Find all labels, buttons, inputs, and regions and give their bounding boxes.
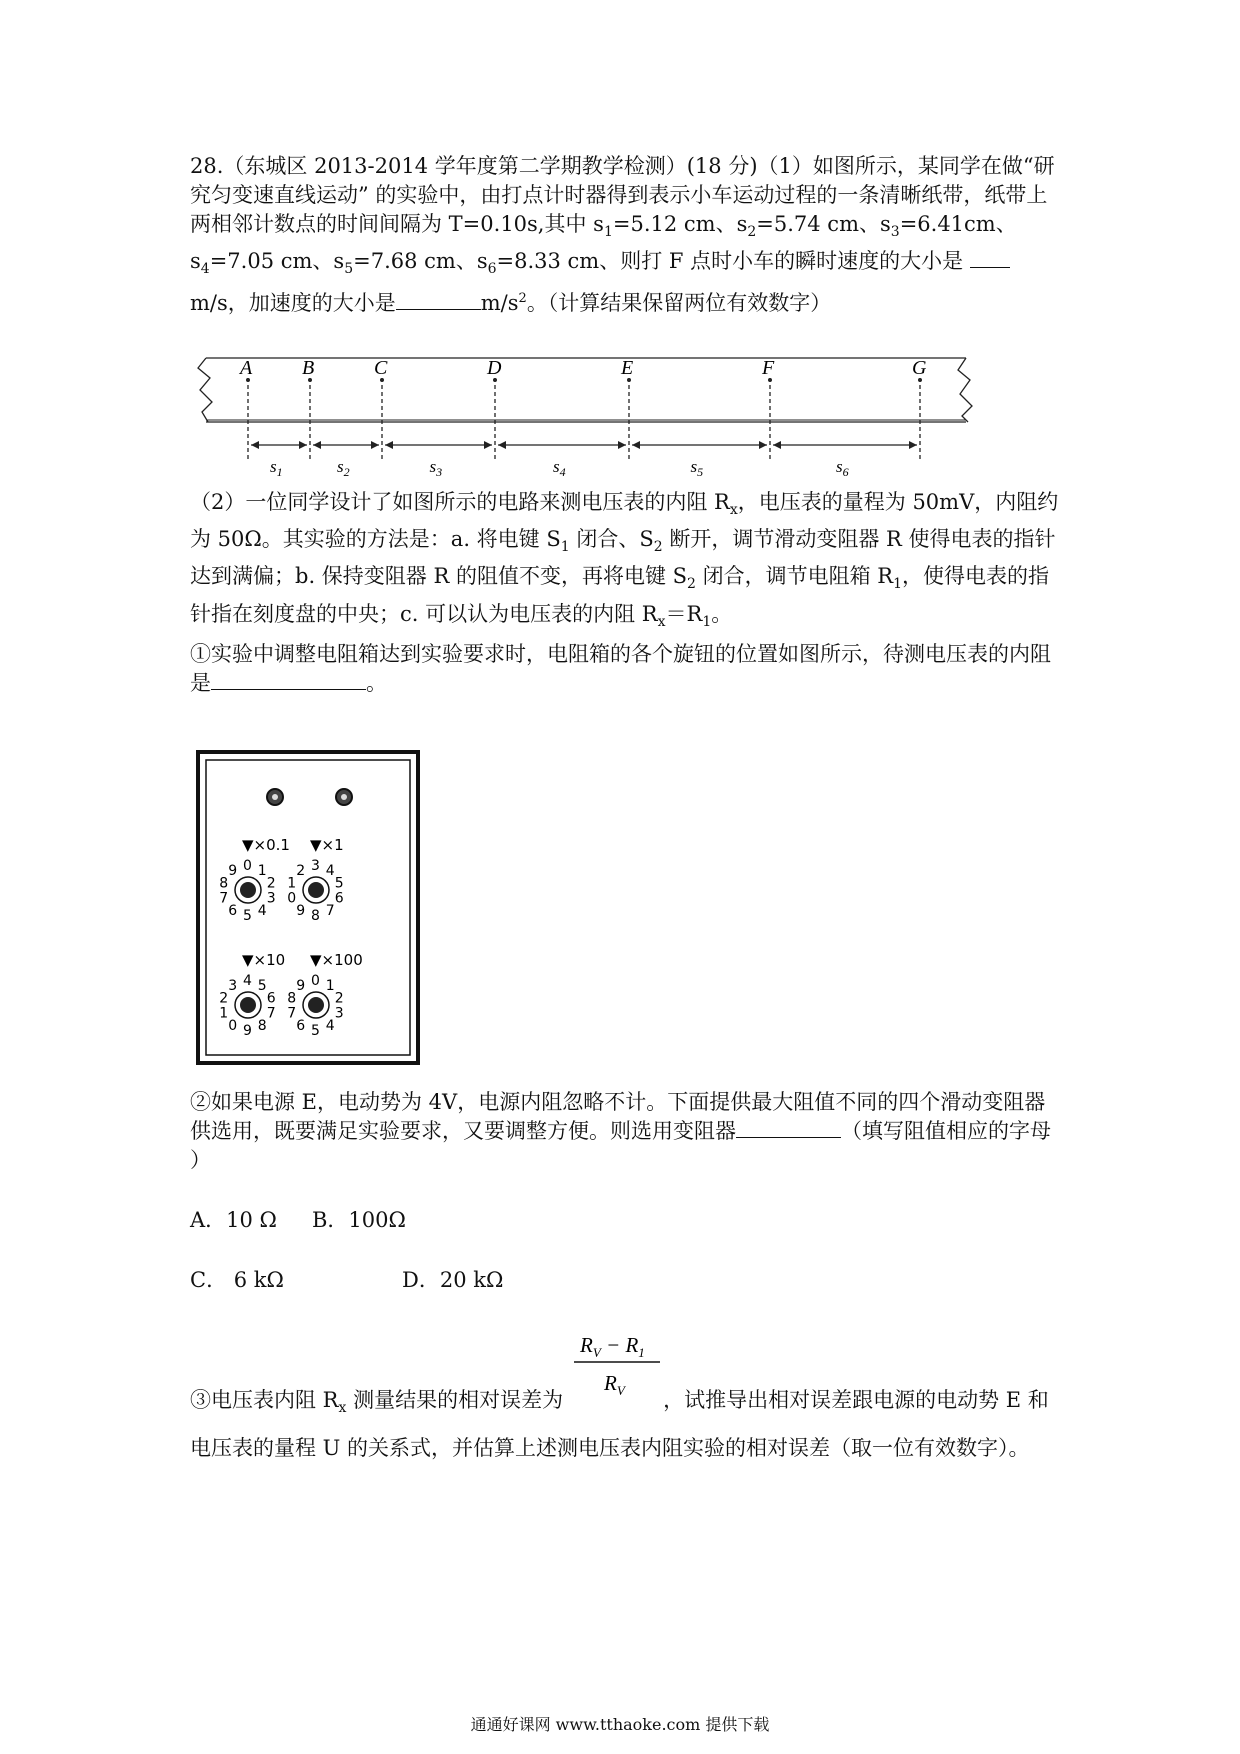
dial-3-digit-2: 2 — [219, 990, 229, 1007]
q3-text-d: 电压表的量程 U 的关系式，并估算上述测电压表内阻实验的相对误差（取一位有效数字）。 — [190, 1436, 1030, 1461]
dial-3-digit-9: 9 — [243, 1023, 252, 1039]
part2-question-2 — [190, 1088, 1060, 1175]
dial-2-digit-4: 4 — [325, 862, 335, 879]
part1-intro: （1）如图所示，某同学在做“研究匀变速直线运动” 的实验中，由打点计时器得到表示小车运动过程的一条清晰纸带，纸带上两相邻计数点的时间间隔为 T=0.10s,其中 — [190, 154, 1055, 236]
part1-q1: 则打 F 点时小车的瞬时速度的大小是 — [620, 249, 964, 274]
tape-label-G: G — [912, 357, 927, 379]
tape-label-F: F — [762, 357, 775, 379]
dial-knob-2 — [308, 882, 324, 898]
tape-label-A: A — [240, 357, 253, 379]
dial-1-digit-7: 7 — [219, 890, 229, 907]
dial-knob-4 — [308, 997, 324, 1013]
dial-1-digit-4: 4 — [257, 903, 267, 920]
q2-text: ②如果电源 E，电动势为 4V，电源内阻忽略不计。下面提供最大阻值不同的四个滑动变阻器供选用，既要满足实验要求，又要调整方便。则选用变阻器 — [190, 1090, 1046, 1143]
part2-intro-f: ，使得电表的指针指在刻度盘的中央；c. 可以认为电压表的内阻 R — [190, 564, 1050, 626]
dial-multiplier-2: ▼×1 — [310, 836, 344, 854]
resistance-blank[interactable] — [211, 669, 366, 690]
segment-arrow-right-s5 — [759, 441, 767, 449]
terminal-2-center — [341, 794, 347, 800]
dial-3-digit-0: 0 — [228, 1018, 238, 1035]
segment-arrow-right-s1 — [299, 441, 307, 449]
dial-multiplier-3: ▼×10 — [242, 951, 286, 969]
dial-3-digit-7: 7 — [266, 1005, 276, 1022]
segment-label-s1: $s_1$ — [270, 457, 283, 479]
dial-3-digit-5: 5 — [257, 977, 267, 994]
dial-3-digit-6: 6 — [266, 990, 276, 1007]
q2-end: （填写阻值相应的字母 ） — [190, 1119, 1051, 1172]
dial-1-digit-6: 6 — [228, 903, 238, 920]
dial-4-digit-1: 1 — [325, 977, 335, 994]
dial-4-digit-6: 6 — [296, 1018, 306, 1035]
dial-2[interactable] — [287, 836, 344, 924]
acceleration-unit: m/s — [480, 291, 519, 316]
dial-2-digit-9: 9 — [296, 903, 306, 920]
q1-text: ①实验中调整电阻箱达到实验要求时，电阻箱的各个旋钮的位置如图所示，待测电压表的内阻是 — [190, 642, 1051, 695]
s4-value: =7.05 cm、 — [209, 249, 334, 274]
option-b[interactable]: B．100Ω — [312, 1208, 406, 1232]
dial-multiplier-1: ▼×0.1 — [242, 836, 290, 854]
dial-4-digit-4: 4 — [325, 1018, 335, 1035]
segment-arrow-left-s4 — [498, 441, 506, 449]
part2-intro-c: 闭合、S — [569, 527, 654, 552]
dials — [219, 836, 363, 1039]
dial-2-digit-8: 8 — [311, 908, 320, 924]
dial-2-digit-6: 6 — [334, 890, 344, 907]
segment-label-s2: $s_2$ — [337, 457, 350, 479]
dial-knob-1 — [240, 882, 256, 898]
velocity-blank[interactable] — [970, 247, 1010, 268]
dial-1-digit-5: 5 — [243, 908, 252, 924]
dial-4-digit-5: 5 — [311, 1023, 320, 1039]
dial-3-digit-1: 1 — [219, 1005, 229, 1022]
dial-3[interactable] — [219, 951, 285, 1039]
segment-label-s6: $s_6$ — [836, 457, 849, 479]
tape-left-tear — [198, 358, 212, 422]
part2-intro-b: ，电压表的量程为 50mV，内阻约为 50Ω。其实验的方法是：a. 将电键 S — [190, 490, 1059, 552]
part2-intro-d: 断开，调节滑动变阻器 R 使得电表的指针达到满偏；b. 保持变阻器 R 的阻值不变，再将电键 S — [190, 527, 1056, 589]
q3-text-b: 测量结果的相对误差为 — [346, 1388, 564, 1412]
question-28-part1: 28.（东城区 2013-2014 学年度第二学期教学检测）(18 分)（1）如图所示，某同学在做“研究匀变速直线运动” 的实验中，由打点计时器得到表示小车运动过程的一条清晰纸带，纸带上两相邻计数点的时间间隔为 T=0.10s,其中 $s_1=5.12$ cm、$s_2=5.74$ cm、$s_3=6.41cm$、$s_4=7.05$ cm、$s_5=7.68$ cm、$s_6=8.33$ cm、则打 F 点时小车的瞬时速度的大小是 m/s，加速度的大小是 $m/s^2$。（计算结果保留两位有效数字） — [190, 154, 1055, 316]
segment-arrow-left-s2 — [313, 441, 321, 449]
option-d[interactable]: D．20 kΩ — [402, 1268, 504, 1292]
fraction-numerator: $R_V - R_1$ — [580, 1333, 645, 1360]
dial-4-digit-3: 3 — [334, 1005, 344, 1022]
segment-arrow-left-s5 — [632, 441, 640, 449]
s6-value: =8.33 cm、 — [496, 249, 621, 274]
segment-arrow-right-s3 — [484, 441, 492, 449]
dial-2-digit-3: 3 — [311, 858, 320, 874]
dial-3-digit-3: 3 — [228, 977, 238, 994]
dial-4-digit-9: 9 — [296, 977, 306, 994]
terminal-1-center — [272, 794, 278, 800]
question-number: 28. — [190, 154, 224, 178]
dial-3-digit-8: 8 — [257, 1018, 267, 1035]
dial-2-digit-7: 7 — [325, 903, 335, 920]
tape-label-E: E — [621, 357, 634, 379]
segment-label-s5: $s_5$ — [690, 457, 704, 479]
resistance-box-diagram — [196, 750, 421, 1066]
option-c[interactable]: C． 6 kΩ — [190, 1268, 284, 1292]
part2-question-1 — [190, 640, 1060, 698]
dial-2-digit-2: 2 — [296, 862, 306, 879]
segment-arrow-right-s4 — [618, 441, 626, 449]
dial-4-digit-0: 0 — [311, 973, 320, 989]
q3-text-c: ，试推导出相对误差跟电源的电动势 E 和 — [663, 1388, 1049, 1412]
dial-3-digit-4: 4 — [243, 973, 252, 989]
dial-4[interactable] — [287, 951, 363, 1039]
segment-arrow-left-s3 — [385, 441, 393, 449]
part1-tail: 。（计算结果保留两位有效数字） — [526, 291, 832, 316]
question-source: （东城区 2013-2014 学年度第二学期教学检测）(18 分) — [223, 154, 758, 178]
s5-value: =7.68 cm、 — [353, 249, 477, 274]
fraction-denominator: $R_V$ — [604, 1371, 625, 1398]
s3-value: =6.41cm、 — [899, 212, 1017, 236]
dial-1-digit-1: 1 — [257, 862, 267, 879]
question-28-part2: （2）一位同学设计了如图所示的电路来测电压表的内阻 $R_x$，电压表的量程为 50mV，内阻约为 50Ω。其实验的方法是：a. 将电键 $S_1$ 闭合、$S_2$ 断开，调节滑动变阻器 R 使得电表的指针达到满偏；b. 保持变阻器 R 的阻值不变，再将电键 $S_2$ 闭合，调节电阻箱 $R_1$，使得电表的指针指在刻度盘的中央；c. 可以认为电压表的内阻 $R_x=R_1$。 — [190, 490, 1059, 630]
dial-1-digit-8: 8 — [219, 875, 229, 892]
dial-2-digit-5: 5 — [334, 875, 344, 892]
footer: 通通好课网 www.tthaoke.com 提供下载 — [470, 1715, 770, 1734]
tape-label-D: D — [487, 357, 502, 379]
dial-2-digit-1: 1 — [287, 875, 297, 892]
segment-label-s4: $s_4$ — [553, 457, 566, 479]
segment-arrow-right-s2 — [371, 441, 379, 449]
rheostat-blank[interactable] — [736, 1117, 841, 1138]
dial-1-digit-9: 9 — [228, 862, 238, 879]
tape-label-C: C — [374, 357, 388, 379]
option-a[interactable]: A．10 Ω — [190, 1208, 277, 1232]
dial-knob-3 — [240, 997, 256, 1013]
segment-arrow-left-s1 — [251, 441, 259, 449]
part2-intro-h: 。 — [711, 601, 733, 626]
tape-edges — [206, 358, 966, 422]
segment-arrow-left-s6 — [773, 441, 781, 449]
ticker-tape-diagram — [196, 350, 976, 480]
part2-question-3: ③电压表内阻 $R_x$ 测量结果的相对误差为 ，试推导出相对误差跟电源的电动势 E 和 电压表的量程 U 的关系式，并估算上述测电压表内阻实验的相对误差（取一位有效数字）。 — [190, 1388, 1049, 1461]
part2-intro-g: ＝R — [665, 601, 703, 626]
dial-4-digit-7: 7 — [287, 1005, 297, 1022]
dial-2-digit-0: 0 — [287, 890, 297, 907]
tape-right-tear — [958, 358, 972, 422]
dial-1-digit-2: 2 — [266, 875, 276, 892]
s1-value: =5.12 cm、 — [612, 212, 737, 236]
segment-arrow-right-s6 — [909, 441, 917, 449]
acceleration-blank[interactable] — [396, 289, 481, 310]
q1-end: 。 — [366, 671, 387, 695]
q3-text-a: ③电压表内阻 R — [190, 1388, 339, 1412]
tape-segments — [251, 441, 917, 479]
segment-label-s3: $s_3$ — [429, 457, 443, 479]
dial-1[interactable] — [219, 836, 290, 924]
s2-value: =5.74 cm、 — [756, 212, 880, 236]
dial-1-digit-3: 3 — [266, 890, 276, 907]
dial-4-digit-8: 8 — [287, 990, 297, 1007]
dial-1-digit-0: 0 — [243, 858, 252, 874]
dial-multiplier-4: ▼×100 — [310, 951, 363, 969]
part2-intro-e: 闭合，调节电阻箱 R — [695, 564, 894, 589]
part2-intro: （2）一位同学设计了如图所示的电路来测电压表的内阻 R — [190, 490, 730, 514]
tape-label-B: B — [302, 357, 315, 379]
velocity-unit: m/s，加速度的大小是 — [190, 291, 396, 316]
dial-4-digit-2: 2 — [334, 990, 344, 1007]
